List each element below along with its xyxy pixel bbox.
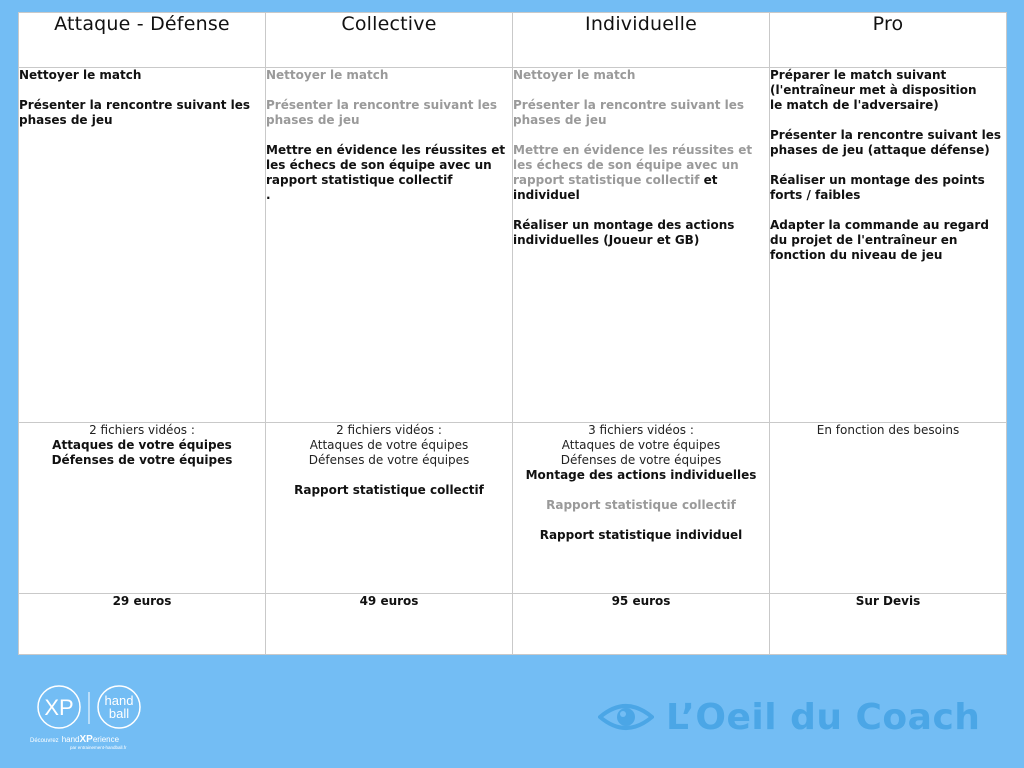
deliverable-line: 2 fichiers vidéos : (336, 423, 442, 437)
logo-tagline: Découvrez handXPerience (30, 734, 120, 745)
description-text: le match de l'adversaire) (770, 98, 939, 112)
files-cell (770, 423, 1007, 594)
description-paragraph (513, 143, 769, 203)
description-row (19, 68, 1007, 423)
deliverable-line: 3 fichiers vidéos : (588, 423, 694, 437)
description-paragraph (770, 128, 1006, 158)
description-text: Adapter la commande au regard du projet de l'entraîneur en fonction du niveau de jeu (770, 218, 989, 262)
description-text: Préparer le match suivant (770, 68, 947, 82)
deliverable-line: En fonction des besoins (816, 423, 960, 437)
description-paragraph (266, 188, 512, 203)
price-collective: 49 euros (266, 594, 513, 655)
description-text: Nettoyer le match (513, 68, 636, 82)
description-paragraph (266, 68, 512, 83)
header-attaque-defense: Attaque - Défense (19, 13, 266, 68)
price-individuelle: 95 euros (513, 594, 770, 655)
logo-hand-text: hand (104, 693, 134, 708)
deliverable-line: Rapport statistique individuel (539, 528, 743, 542)
spacer (513, 483, 769, 498)
description-text: (l'entraîneur met à disposition (770, 83, 977, 97)
files-row (19, 423, 1007, 594)
deliverable-line: Attaques de votre équipes (309, 438, 469, 452)
files-cell (19, 423, 266, 594)
description-text: Présenter la rencontre suivant les phases de jeu (attaque défense) (770, 128, 1002, 157)
description-paragraph (770, 173, 1006, 203)
description-paragraph (513, 218, 769, 248)
deliverable-line: Défenses de votre équipes (308, 453, 470, 467)
brand-mark (598, 692, 980, 742)
deliverable-line: Attaques de votre équipes (561, 438, 721, 452)
deliverable-line: Défenses de votre équipes (560, 453, 722, 467)
description-paragraph (266, 143, 512, 188)
price-pro: Sur Devis (770, 594, 1007, 655)
description-text: Nettoyer le match (266, 68, 389, 82)
description-text: Réaliser un montage des actions individuelles (Joueur et GB) (513, 218, 735, 247)
deliverable-line: Attaques de votre équipes (52, 438, 232, 452)
description-paragraph (513, 68, 769, 83)
logo-tagline-sub: par entrainement-handball.fr (70, 745, 127, 750)
handxperience-logo-graphic (30, 682, 170, 752)
eye-icon (598, 697, 654, 737)
description-paragraph (770, 218, 1006, 263)
description-text: Présenter la rencontre suivant les phases de jeu (513, 98, 745, 127)
description-text: Nettoyer le match (19, 68, 142, 82)
description-text: Présenter la rencontre suivant les phases de jeu (19, 98, 251, 127)
files-cell (513, 423, 770, 594)
description-paragraph (513, 98, 769, 128)
handxperience-logo (30, 682, 170, 752)
description-cell (770, 68, 1007, 423)
deliverable-line: 2 fichiers vidéos : (89, 423, 195, 437)
deliverable-line: Rapport statistique collectif (294, 483, 484, 497)
deliverable-line: Rapport statistique collectif (546, 498, 736, 512)
description-paragraph (19, 68, 265, 83)
files-cell (266, 423, 513, 594)
pricing-table (18, 12, 1007, 655)
description-paragraph (770, 68, 1006, 113)
price-row (19, 594, 1007, 655)
deliverable-line: Montage des actions individuelles (525, 468, 757, 482)
description-text: . (266, 188, 271, 202)
logo-xp-text: XP (44, 695, 74, 720)
spacer (266, 468, 512, 483)
spacer (513, 513, 769, 528)
description-paragraph (266, 98, 512, 128)
description-text: Mettre en évidence les réussites et les échecs de son équipe avec un rapport statistique collectif (513, 143, 753, 187)
header-individuelle: Individuelle (513, 13, 770, 68)
header-row (19, 13, 1007, 68)
description-text: Mettre en évidence les réussites et les échecs de son équipe avec un rapport statistique collectif (266, 143, 506, 187)
description-text: et individuel (513, 173, 718, 202)
brand-title: L’Oeil du Coach (666, 696, 981, 738)
pricing-sheet (18, 12, 1006, 654)
deliverable-line: Défenses de votre équipes (51, 453, 233, 467)
description-cell (19, 68, 266, 423)
description-text: Présenter la rencontre suivant les phases de jeu (266, 98, 498, 127)
header-pro: Pro (770, 13, 1007, 68)
description-cell (513, 68, 770, 423)
price-attaque-defense: 29 euros (19, 594, 266, 655)
description-paragraph (19, 98, 265, 128)
header-collective: Collective (266, 13, 513, 68)
description-text: Réaliser un montage des points forts / faibles (770, 173, 985, 202)
logo-ball-text: ball (108, 706, 130, 721)
description-cell (266, 68, 513, 423)
